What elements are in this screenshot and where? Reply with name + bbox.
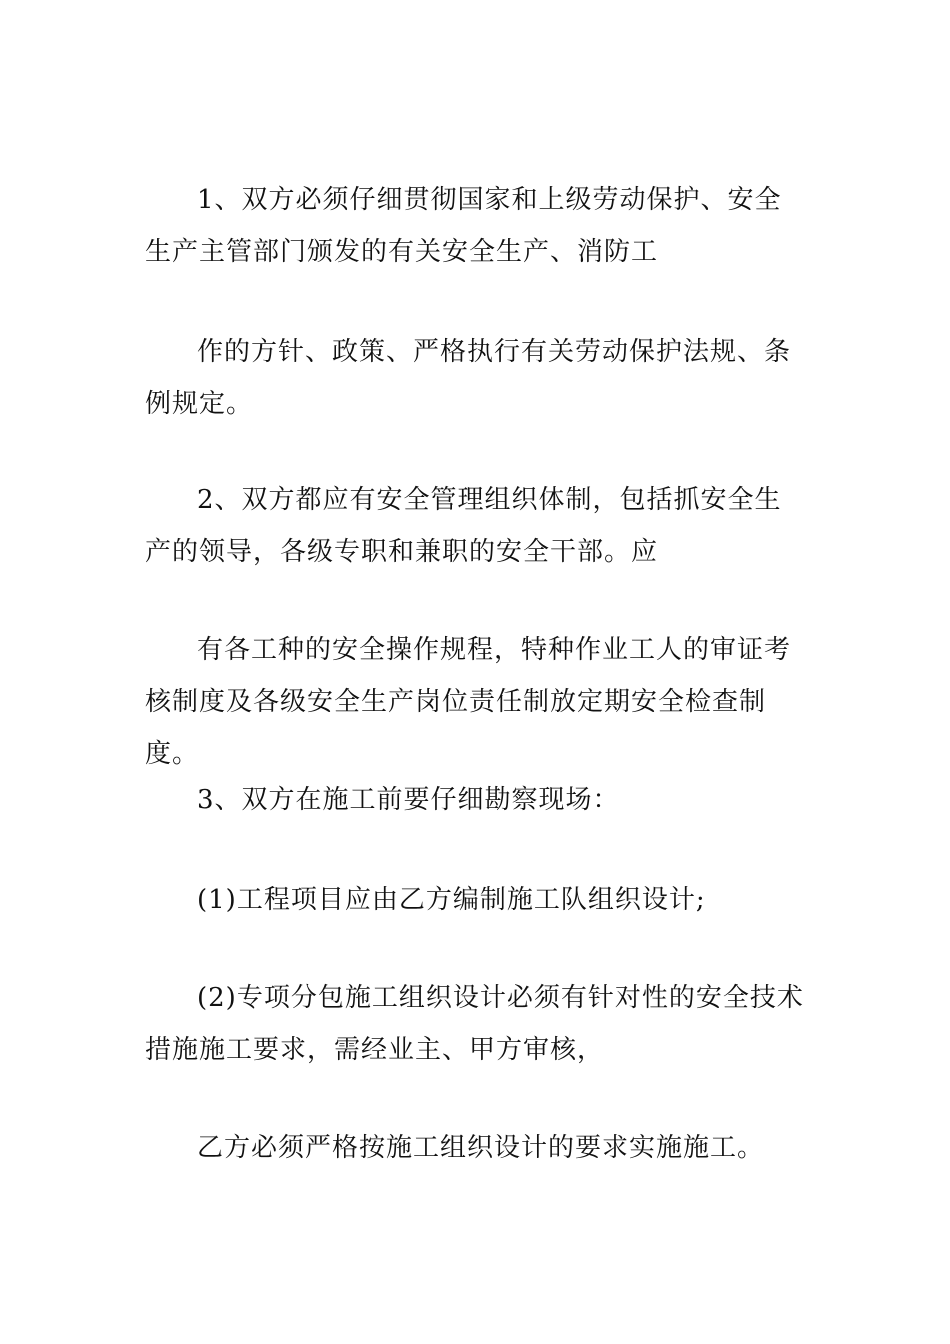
paragraph-6: (1)工程项目应由乙方编制施工队组织设计; bbox=[197, 885, 706, 915]
paragraph-4: 有各工种的安全操作规程，特种作业工人的审证考核制度及各级安全生产岗位责任制放定期安全检查制度。 bbox=[145, 635, 792, 769]
paragraph-2: 作的方针、政策、严格执行有关劳动保护法规、条例规定。 bbox=[145, 337, 792, 419]
paragraph-5: 3、双方在施工前要仔细勘察现场： bbox=[197, 785, 620, 815]
paragraph-8: 乙方必须严格按施工组织设计的要求实施施工。 bbox=[197, 1133, 765, 1163]
paragraph-7: (2)专项分包施工组织设计必须有针对性的安全技术措施施工要求，需经业主、甲方审核， bbox=[145, 983, 804, 1065]
paragraph-3: 2、双方都应有安全管理组织体制，包括抓安全生产的领导，各级专职和兼职的安全干部。应 bbox=[145, 485, 782, 567]
paragraph-1: 1、双方必须仔细贯彻国家和上级劳动保护、安全生产主管部门颁发的有关安全生产、消防工 bbox=[145, 185, 782, 267]
